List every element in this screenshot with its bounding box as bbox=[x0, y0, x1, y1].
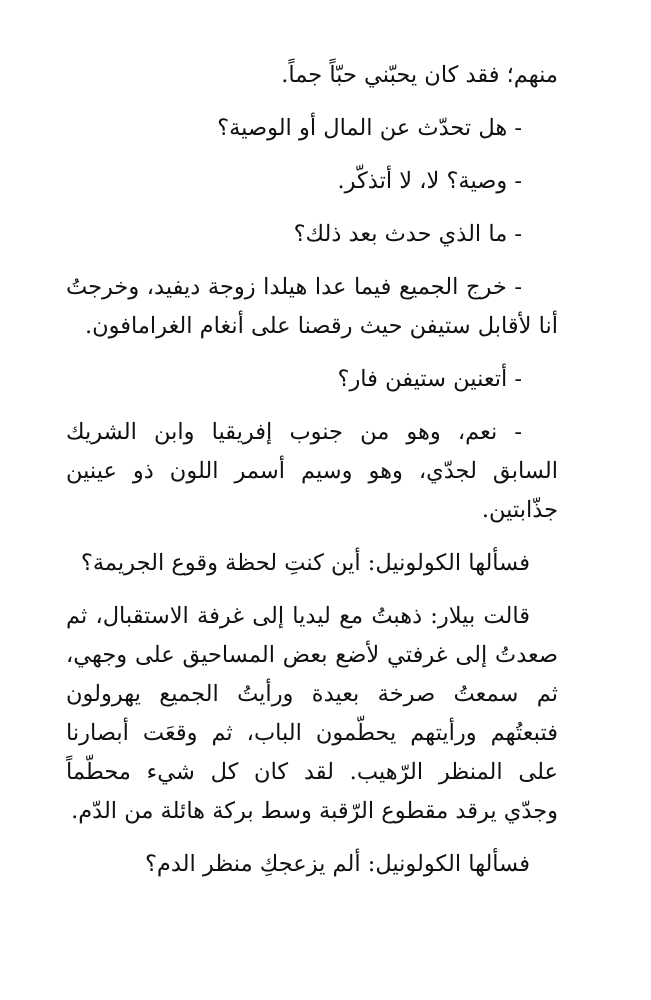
paragraph-9: قالت بيلار: ذهبتُ مع ليديا إلى غرفة الاستقبال، ثم صعدتُ إلى غرفتي لأضع بعض المساحيق على وجهي، ثم سمعتُ صرخة بعيدة ورأيتُ الجميع يهرولون فتبعتُهم ورأيتهم يحطّمون الباب، ثم وقعَت أبصارنا على المنظر الرّهيب. لقد كان كل شيء محطّماً وجدّي يرقد مقطوع الرّقبة وسط بركة هائلة من الدّم. bbox=[66, 603, 558, 824]
paragraph-2: - هل تحدّث عن المال أو الوصية؟ bbox=[217, 115, 522, 141]
paragraph-8: فسألها الكولونيل: أين كنتِ لحظة وقوع الجريمة؟ bbox=[80, 550, 530, 576]
paragraph-5: - خرج الجميع فيما عدا هيلدا زوجة ديفيد، وخرجتُ أنا لأقابل ستيفن حيث رقصنا على أنغام الغرامافون. bbox=[66, 274, 558, 339]
book-page bbox=[66, 56, 558, 884]
paragraph-3: - وصية؟ لا، لا أتذكّر. bbox=[337, 168, 522, 194]
paragraph-4: - ما الذي حدث بعد ذلك؟ bbox=[293, 221, 522, 247]
paragraph-6: - أتعنين ستيفن فار؟ bbox=[337, 366, 522, 392]
paragraph-7: - نعم، وهو من جنوب إفريقيا وابن الشريك السابق لجدّي، وهو وسيم أسمر اللون ذو عينين جذّابتين. bbox=[66, 419, 558, 523]
paragraph-1: منهم؛ فقد كان يحبّني حبّاً جماً. bbox=[281, 62, 558, 88]
paragraph-10: فسألها الكولونيل: ألم يزعجكِ منظر الدم؟ bbox=[144, 851, 530, 877]
